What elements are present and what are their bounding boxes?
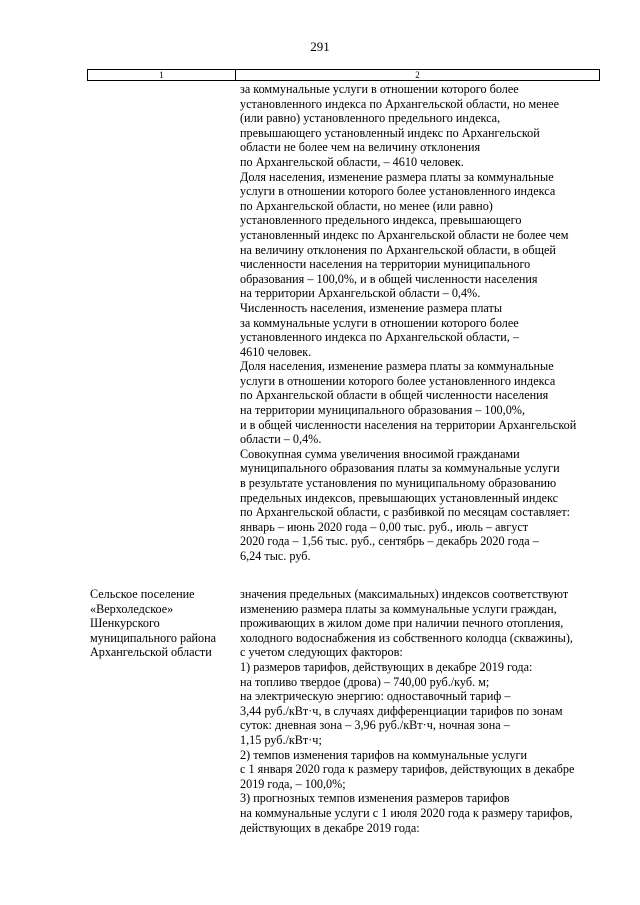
table-header-row <box>87 69 600 81</box>
text-line: за коммунальные услуги в отношении которого более <box>240 315 519 330</box>
text-line: значения предельных (максимальных) индексов соответствуют <box>240 587 569 601</box>
text-line: и в общей численности населения на территории Архангельской <box>240 417 577 432</box>
text-line: проживающих в жилом доме при наличии печного отопления, <box>240 616 564 631</box>
text-line: действующих в декабре 2019 года: <box>240 820 420 835</box>
text-line: по Архангельской области, с разбивкой по месяцам составляет: <box>240 505 571 520</box>
text-line: январь – июнь 2020 года – 0,00 тыс. руб., июль – август <box>240 519 529 534</box>
text-line: 3,44 руб./кВт·ч, в случаях дифференциации тарифов по зонам <box>240 703 563 718</box>
text-line: 2) темпов изменения тарифов на коммунальные услуги <box>240 747 527 762</box>
text-line: суток: дневная зона – 3,96 руб./кВт·ч, ночная зона – <box>240 718 510 733</box>
text-line: (или равно) установленного предельного индекса, <box>240 111 501 126</box>
text-line: на территории муниципального образования – 100,0%, <box>240 403 525 418</box>
settlement-line: Архангельской области <box>90 645 212 660</box>
text-line: на территории Архангельской области – 0,4%. <box>240 286 481 301</box>
text-line: по Архангельской области в общей численности населения <box>240 388 549 403</box>
text-line: 4610 человек. <box>240 344 312 359</box>
text-line: муниципального образования платы за коммунальные услуги <box>240 461 560 476</box>
text-line: численности населения на территории муниципального <box>240 257 531 272</box>
text-line: Доля населения, изменение размера платы за коммунальные <box>240 359 554 374</box>
text-line: образования – 100,0%, и в общей численности населения <box>240 271 538 286</box>
page-number: 291 <box>310 39 330 54</box>
text-line: Доля населения, изменение размера платы за коммунальные <box>240 169 554 184</box>
settlement-line: муниципального района <box>90 630 217 645</box>
text-line: области – 0,4%. <box>240 432 322 447</box>
text-line: услуги в отношении которого более установленного индекса <box>240 373 556 388</box>
text-line: по Архангельской области, но менее (или равно) <box>240 198 493 213</box>
text-line: 1) размеров тарифов, действующих в декабре 2019 года: <box>240 659 533 674</box>
text-line: на коммунальные услуги с 1 июля 2020 года к размеру тарифов, <box>240 805 573 820</box>
text-line: установленный индекс по Архангельской области не более чем <box>240 227 569 242</box>
text-line: на топливо твердое (дрова) – 740,00 руб./куб. м; <box>240 674 490 689</box>
text-line: по Архангельской области, – 4610 человек. <box>240 154 464 169</box>
text-line: услуги в отношении которого более установленного индекса <box>240 184 556 199</box>
text-line: 2020 года – 1,56 тыс. руб., сентябрь – декабрь 2020 года – <box>240 534 539 549</box>
table-header-col1: 1 <box>88 70 236 80</box>
settlement-line: Шенкурского <box>90 616 160 631</box>
text-line: на величину отклонения по Архангельской области, в общей <box>240 242 556 257</box>
text-line: установленного предельного индекса, превышающего <box>240 213 522 228</box>
bottom-text-block <box>240 587 610 835</box>
text-line: 2019 года, – 100,0%; <box>240 776 346 791</box>
text-line: в результате установления по муниципальному образованию <box>240 476 557 491</box>
text-line: с учетом следующих факторов: <box>240 645 403 660</box>
table-header-col2: 2 <box>415 70 420 80</box>
text-line: с 1 января 2020 года к размеру тарифов, действующих в декабре <box>240 762 575 777</box>
text-line: Численность населения, изменение размера платы <box>240 300 503 315</box>
top-text-block <box>240 82 610 564</box>
text-line: 1,15 руб./кВт·ч; <box>240 732 322 747</box>
text-line: превышающего установленный индекс по Архангельской <box>240 125 540 140</box>
text-line: 3) прогнозных темпов изменения размеров тарифов <box>240 791 510 806</box>
settlement-line: Сельское поселение <box>90 587 195 601</box>
settlement-name <box>90 587 238 660</box>
text-line: за коммунальные услуги в отношении которого более <box>240 82 519 96</box>
text-line: области не более чем на величину отклонения <box>240 140 481 155</box>
text-line: Совокупная сумма увеличения вносимой гражданами <box>240 446 520 461</box>
text-line: 6,24 тыс. руб. <box>240 549 311 563</box>
text-line: установленного индекса по Архангельской области, но менее <box>240 96 559 111</box>
text-line: изменению размера платы за коммунальные услуги граждан, <box>240 601 557 616</box>
text-line: предельных индексов, превышающих установленный индекс <box>240 490 559 505</box>
text-line: на электрическую энергию: одноставочный тариф – <box>240 689 511 704</box>
settlement-line: «Верхоледское» <box>90 601 174 616</box>
text-line: установленного индекса по Архангельской области, – <box>240 330 519 345</box>
text-line: холодного водоснабжения из собственного колодца (скважины), <box>240 630 573 645</box>
